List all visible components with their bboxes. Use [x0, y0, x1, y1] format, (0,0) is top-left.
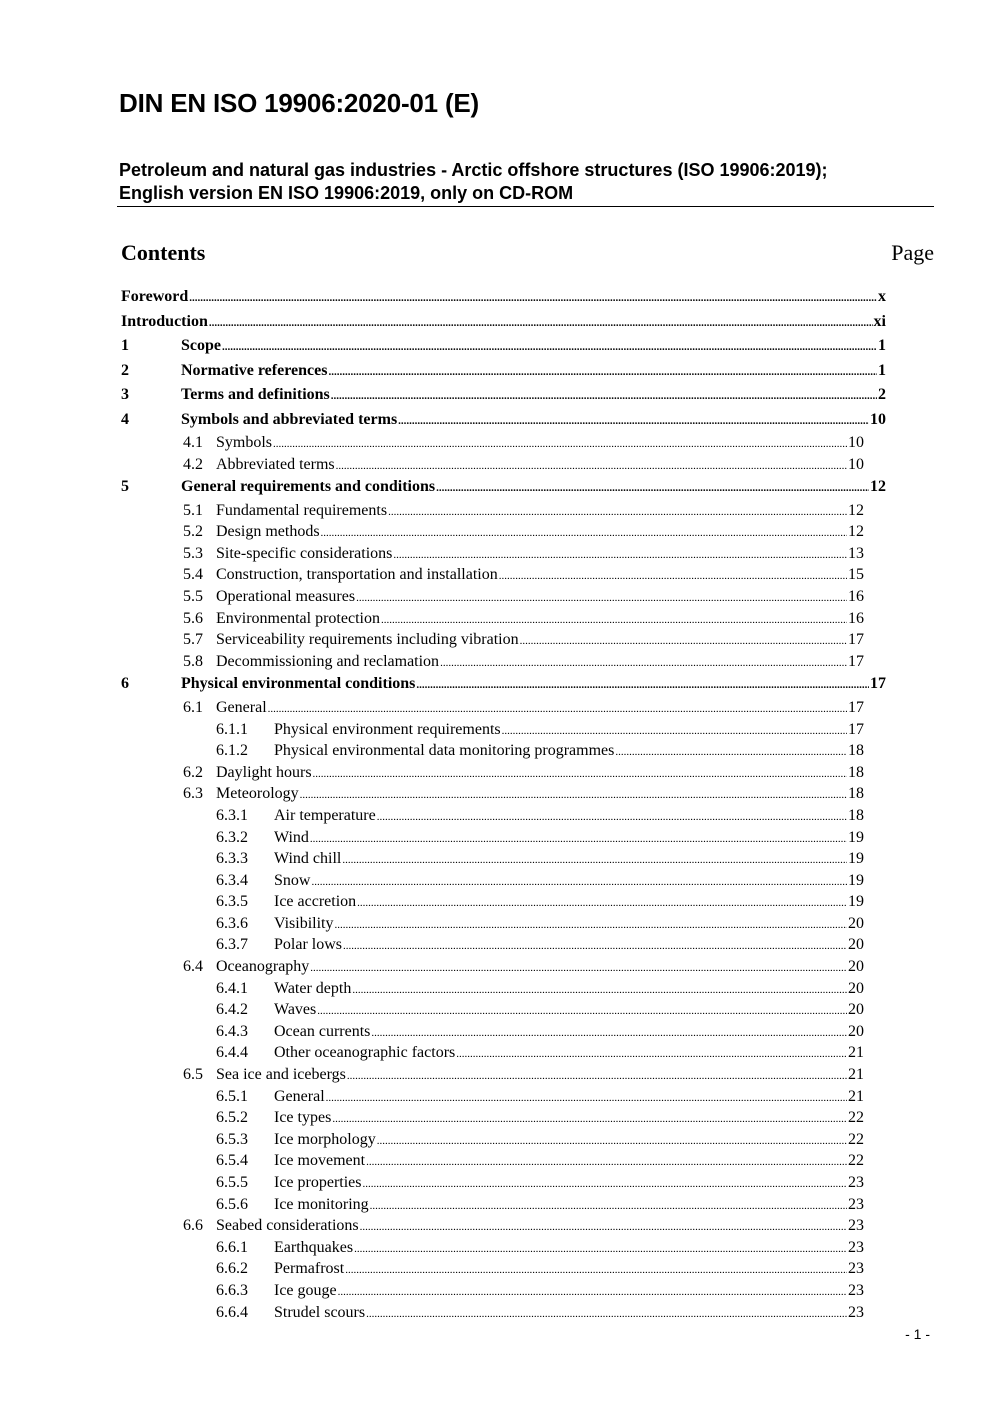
- toc-entry-page[interactable]: 19: [848, 828, 864, 846]
- toc-entry-title[interactable]: Introduction: [121, 312, 208, 330]
- toc-entry-page[interactable]: 17: [848, 720, 864, 738]
- toc-dot-leader: [377, 805, 847, 829]
- toc-entry-number: 4.1: [183, 434, 203, 451]
- toc-dot-leader: [328, 359, 877, 385]
- toc-dot-leader: [311, 870, 847, 894]
- toc-entry-number: 5.5: [183, 588, 203, 606]
- toc-entry-number: 5.3: [183, 544, 203, 562]
- toc-entry-title[interactable]: Decommissioning and reclamation: [216, 652, 440, 670]
- toc-entry-page[interactable]: 23: [848, 1238, 864, 1256]
- toc-entry-page[interactable]: 10: [848, 455, 864, 473]
- toc-entry[interactable]: [121, 521, 886, 543]
- toc-entry[interactable]: [121, 827, 886, 849]
- toc-dot-leader: [366, 1150, 847, 1174]
- toc-entry-number: 1: [121, 337, 129, 354]
- toc-dot-leader: [436, 475, 869, 501]
- toc-entry-page[interactable]: 21: [848, 1087, 864, 1105]
- toc-entry[interactable]: [121, 1172, 886, 1194]
- toc-entry-number: 6.3.7: [216, 936, 248, 954]
- toc-entry-page[interactable]: 21: [848, 1066, 864, 1084]
- toc-entry-title[interactable]: Snow: [274, 871, 311, 889]
- toc-entry-number: 6.6.1: [216, 1238, 248, 1256]
- toc-entry-page[interactable]: 23: [848, 1217, 864, 1235]
- toc-entry[interactable]: [121, 783, 886, 805]
- toc-entry[interactable]: [121, 1258, 886, 1280]
- toc-entry[interactable]: [121, 1021, 886, 1043]
- toc-entry-title[interactable]: Daylight hours: [216, 763, 312, 781]
- toc-entry[interactable]: [121, 870, 886, 892]
- toc-entry[interactable]: [121, 913, 886, 935]
- toc-dot-leader: [326, 1086, 847, 1110]
- toc-dot-leader: [189, 285, 877, 311]
- toc-entry-page[interactable]: 13: [848, 544, 864, 562]
- toc-entry-title[interactable]: Symbols and abbreviated terms: [181, 410, 398, 428]
- toc-entry-title[interactable]: Earthquakes: [274, 1238, 354, 1256]
- toc-dot-leader: [388, 500, 847, 524]
- toc-entry-page[interactable]: 20: [848, 979, 864, 997]
- toc-entry-number: 6.1.1: [216, 720, 248, 738]
- toc-entry-title[interactable]: Wind: [274, 828, 309, 846]
- toc-entry-page[interactable]: 20: [848, 914, 864, 932]
- toc-entry-title[interactable]: Ocean currents: [274, 1022, 371, 1040]
- toc-entry-page[interactable]: 17: [848, 698, 864, 716]
- toc-entry-page[interactable]: 23: [848, 1281, 864, 1299]
- toc-entry-title[interactable]: Polar lows: [274, 936, 342, 954]
- toc-entry-page[interactable]: 23: [848, 1260, 864, 1278]
- toc-dot-leader: [354, 1237, 847, 1261]
- toc-entry-title[interactable]: Ice movement: [274, 1152, 366, 1170]
- toc-entry-number: 6.3.4: [216, 871, 248, 889]
- toc-dot-leader: [321, 521, 847, 545]
- toc-dot-leader: [393, 543, 847, 567]
- document-title-line-1: Petroleum and natural gas industries - Arctic offshore structures (ISO 19906:2019);: [119, 160, 828, 180]
- toc-entry-number: 4: [121, 410, 129, 428]
- toc-entry-page[interactable]: 18: [848, 806, 864, 824]
- toc-entry-title[interactable]: Terms and definitions: [181, 386, 330, 403]
- document-title: [119, 159, 934, 205]
- document-id: DIN EN ISO 19906:2020-01 (E): [119, 88, 480, 118]
- toc-entry-title[interactable]: Meteorology: [216, 785, 299, 803]
- toc-entry-page[interactable]: x: [878, 288, 886, 305]
- toc-dot-leader: [331, 383, 877, 409]
- toc-entry-page[interactable]: 22: [848, 1109, 864, 1127]
- toc-entry-title[interactable]: Sea ice and icebergs: [216, 1066, 346, 1084]
- toc-dot-leader: [300, 783, 847, 807]
- toc-entry-page[interactable]: xi: [873, 312, 886, 330]
- toc-entry-page[interactable]: 12: [848, 523, 864, 541]
- toc-entry-title[interactable]: Construction, transportation and installation: [216, 566, 498, 584]
- toc-dot-leader: [222, 334, 877, 360]
- toc-dot-leader: [363, 1172, 847, 1196]
- toc-entry-page[interactable]: 1: [878, 337, 886, 354]
- page-column-heading: Page: [891, 240, 934, 265]
- toc-entry-title[interactable]: Operational measures: [216, 588, 356, 606]
- toc-entry-page[interactable]: 22: [848, 1130, 864, 1148]
- toc-entry[interactable]: [121, 564, 886, 586]
- toc-entry[interactable]: [121, 1194, 886, 1216]
- toc-entry-title[interactable]: Normative references: [181, 361, 328, 379]
- toc-dot-leader: [502, 719, 847, 743]
- toc-entry[interactable]: [121, 1086, 886, 1108]
- toc-entry-page[interactable]: 23: [848, 1174, 864, 1191]
- toc-entry[interactable]: [121, 454, 886, 476]
- toc-entry[interactable]: [121, 629, 886, 651]
- toc-entry-number: 6: [121, 675, 129, 693]
- toc-entry-number: 6.6.2: [216, 1260, 248, 1278]
- toc-entry-number: 5.8: [183, 652, 203, 670]
- toc-entry[interactable]: [121, 334, 886, 359]
- toc-entry-number: 6.5.2: [216, 1109, 248, 1127]
- toc-entry-title[interactable]: Symbols: [216, 434, 273, 451]
- toc-entry-number: 6.5.1: [216, 1087, 248, 1105]
- toc-entry-number: 6.1.2: [216, 742, 248, 760]
- toc-entry[interactable]: [121, 1042, 886, 1064]
- toc-entry[interactable]: [121, 359, 886, 384]
- toc-entry-number: 4.2: [183, 455, 203, 473]
- toc-entry-page[interactable]: 1: [878, 361, 886, 379]
- toc-dot-leader: [416, 672, 869, 698]
- toc-entry[interactable]: [121, 1107, 886, 1129]
- toc-entry-number: 2: [121, 361, 129, 379]
- toc-entry[interactable]: [121, 285, 886, 310]
- toc-dot-leader: [377, 1129, 847, 1153]
- toc-entry-number: 5: [121, 478, 129, 496]
- toc-dot-leader: [332, 1107, 847, 1131]
- toc-entry-number: 6.3.1: [216, 806, 248, 824]
- toc-entry-page[interactable]: 18: [848, 763, 864, 781]
- toc-dot-leader: [273, 432, 847, 456]
- toc-entry-title[interactable]: Air temperature: [274, 806, 376, 824]
- toc-entry-number: 6.5.4: [216, 1152, 248, 1170]
- toc-dot-leader: [335, 913, 848, 937]
- toc-entry-number: 6.5.3: [216, 1130, 248, 1148]
- contents-heading: Contents: [121, 240, 206, 265]
- toc-entry-title[interactable]: Oceanography: [216, 958, 310, 976]
- toc-entry-title[interactable]: General: [274, 1087, 325, 1105]
- toc-dot-leader: [343, 934, 847, 958]
- toc-dot-leader: [398, 408, 869, 434]
- toc-dot-leader: [356, 586, 847, 610]
- toc-entry-number: 6.6: [183, 1217, 203, 1235]
- toc-entry-number: 6.4.3: [216, 1022, 248, 1040]
- toc-dot-leader: [336, 454, 847, 478]
- toc-entry-number: 6.2: [183, 763, 203, 781]
- toc-entry-number: 6.1: [183, 698, 203, 716]
- toc-entry[interactable]: [121, 500, 886, 522]
- toc-entry[interactable]: [121, 740, 886, 762]
- toc-entry[interactable]: [121, 1237, 886, 1259]
- toc-dot-leader: [520, 629, 847, 653]
- toc-entry-number: 6.3.5: [216, 893, 248, 911]
- toc-entry-page[interactable]: 19: [848, 871, 864, 889]
- toc-entry[interactable]: [121, 432, 886, 454]
- toc-dot-leader: [317, 999, 847, 1023]
- toc-entry-page[interactable]: 23: [848, 1303, 864, 1321]
- toc-entry-number: 6.4.4: [216, 1044, 248, 1062]
- toc-entry-title[interactable]: Ice properties: [274, 1174, 362, 1191]
- toc-entry-number: 5.1: [183, 501, 203, 519]
- toc-entry-title[interactable]: Scope: [181, 337, 221, 354]
- toc-dot-leader: [615, 740, 847, 764]
- toc-entry-number: 6.3.3: [216, 850, 248, 868]
- document-title-line-2: English version EN ISO 19906:2019, only on CD-ROM: [119, 183, 574, 203]
- toc-entry[interactable]: [121, 475, 886, 500]
- toc-entry-title[interactable]: Ice gouge: [274, 1281, 337, 1299]
- toc-entry[interactable]: [121, 1129, 886, 1151]
- toc-entry[interactable]: [121, 543, 886, 565]
- toc-entry-page[interactable]: 15: [848, 566, 864, 584]
- toc-entry-number: 6.4.1: [216, 979, 248, 997]
- toc-dot-leader: [313, 762, 847, 786]
- toc-dot-leader: [345, 1258, 847, 1282]
- toc-entry[interactable]: [121, 1064, 886, 1086]
- toc-dot-leader: [360, 1215, 847, 1239]
- toc-entry-number: 5.6: [183, 609, 203, 627]
- toc-entry-title[interactable]: Physical environmental data monitoring programmes: [274, 742, 615, 760]
- toc-entry-page[interactable]: 16: [848, 609, 864, 627]
- toc-entry-page[interactable]: 20: [848, 936, 864, 954]
- toc-entry-title[interactable]: Physical environmental conditions: [181, 675, 416, 693]
- toc-entry-title[interactable]: Design methods: [216, 523, 320, 541]
- toc-entry[interactable]: [121, 999, 886, 1021]
- toc-dot-leader: [357, 891, 847, 915]
- toc-entry-page[interactable]: 16: [848, 588, 864, 606]
- toc-entry-page[interactable]: 2: [878, 386, 886, 403]
- toc-entry[interactable]: [121, 762, 886, 784]
- toc-entry[interactable]: [121, 1302, 886, 1324]
- toc-dot-leader: [370, 1194, 847, 1218]
- toc-entry-number: 6.4: [183, 958, 203, 976]
- toc-entry-number: 5.7: [183, 631, 203, 649]
- toc-dot-leader: [342, 848, 847, 872]
- toc-dot-leader: [381, 608, 847, 632]
- toc-entry-page[interactable]: 17: [870, 675, 886, 693]
- toc-entry-number: 6.3.2: [216, 828, 248, 846]
- toc-entry-title[interactable]: Visibility: [274, 914, 334, 932]
- toc-dot-leader: [440, 651, 847, 675]
- toc-entry-title[interactable]: Water depth: [274, 979, 352, 997]
- toc-entry-page[interactable]: 19: [848, 850, 864, 868]
- toc-dot-leader: [371, 1021, 847, 1045]
- toc-entry[interactable]: [121, 383, 886, 408]
- toc-dot-leader: [366, 1302, 847, 1326]
- toc-entry-title[interactable]: General requirements and conditions: [181, 478, 436, 496]
- toc-entry-title[interactable]: Serviceability requirements including vibration: [216, 631, 519, 649]
- toc-dot-leader: [499, 564, 847, 588]
- toc-dot-leader: [456, 1042, 847, 1066]
- toc-entry[interactable]: [121, 672, 886, 697]
- toc-entry[interactable]: [121, 1280, 886, 1302]
- toc-entry-title[interactable]: General: [216, 698, 267, 716]
- toc-entry-number: 5.4: [183, 566, 203, 584]
- toc-entry-number: 6.3: [183, 785, 203, 803]
- toc-entry-title[interactable]: Ice morphology: [274, 1130, 376, 1148]
- toc-entry-number: 6.3.6: [216, 914, 248, 932]
- toc-entry-number: 3: [121, 386, 129, 403]
- toc-dot-leader: [310, 956, 847, 980]
- toc-entry-page[interactable]: 19: [848, 893, 864, 911]
- toc-dot-leader: [209, 310, 873, 336]
- toc-entry-title[interactable]: Site-specific considerations: [216, 544, 393, 562]
- toc-dot-leader: [347, 1064, 847, 1088]
- toc-entry-page[interactable]: 22: [848, 1152, 864, 1170]
- toc-entry-page[interactable]: 12: [848, 501, 864, 519]
- toc-entry-page[interactable]: 23: [848, 1195, 864, 1213]
- toc-entry-title[interactable]: Environmental protection: [216, 609, 380, 627]
- toc-entry[interactable]: [121, 310, 886, 335]
- toc-entry-title[interactable]: Fundamental requirements: [216, 501, 388, 519]
- toc-entry-title[interactable]: Abbreviated terms: [216, 455, 335, 473]
- toc-entry-number: 6.6.3: [216, 1281, 248, 1299]
- toc-entry-title[interactable]: Ice accretion: [274, 893, 357, 911]
- toc-entry-title[interactable]: Permafrost: [274, 1260, 345, 1278]
- toc-entry-title[interactable]: Other oceanographic factors: [274, 1044, 456, 1062]
- toc-entry-title[interactable]: Waves: [274, 1001, 317, 1019]
- toc-entry-page[interactable]: 18: [848, 785, 864, 803]
- toc-entry-page[interactable]: 20: [848, 958, 864, 976]
- toc-entry[interactable]: [121, 719, 886, 741]
- toc-entry-page[interactable]: 10: [848, 434, 864, 451]
- toc-entry[interactable]: [121, 848, 886, 870]
- toc-entry[interactable]: [121, 934, 886, 956]
- toc-entry-number: 5.2: [183, 523, 203, 541]
- toc-entry[interactable]: [121, 608, 886, 630]
- toc-entry-title[interactable]: Ice types: [274, 1109, 332, 1127]
- toc-entry[interactable]: [121, 1215, 886, 1237]
- toc-entry[interactable]: [121, 956, 886, 978]
- toc-entry[interactable]: [121, 805, 886, 827]
- toc-entry[interactable]: [121, 978, 886, 1000]
- toc-entry-page[interactable]: 17: [848, 652, 864, 670]
- toc-entry-page[interactable]: 18: [848, 742, 864, 760]
- toc-dot-leader: [310, 827, 847, 851]
- toc-entry-page[interactable]: 17: [848, 631, 864, 649]
- toc-entry-number: 6.5: [183, 1066, 203, 1084]
- toc-dot-leader: [338, 1280, 847, 1304]
- toc-entry-number: 6.5.5: [216, 1174, 248, 1191]
- toc-entry-title[interactable]: Wind chill: [274, 850, 342, 868]
- toc-entry[interactable]: [121, 586, 886, 608]
- toc-dot-leader: [268, 697, 847, 721]
- toc-entry-title[interactable]: Physical environment requirements: [274, 720, 501, 738]
- toc-entry-title[interactable]: Foreword: [121, 288, 189, 305]
- toc-entry-page[interactable]: 10: [870, 410, 886, 428]
- toc-entry-page[interactable]: 20: [848, 1001, 864, 1019]
- title-divider: [117, 206, 934, 207]
- toc-entry-title[interactable]: Seabed considerations: [216, 1217, 359, 1235]
- toc-entry-number: 6.5.6: [216, 1195, 248, 1213]
- toc-entry-page[interactable]: 12: [870, 478, 886, 496]
- toc-entry-title[interactable]: Ice monitoring: [274, 1195, 369, 1213]
- toc-entry[interactable]: [121, 1150, 886, 1172]
- toc-entry-title[interactable]: Strudel scours: [274, 1303, 366, 1321]
- toc-entry-number: 6.6.4: [216, 1303, 248, 1321]
- toc-entry[interactable]: [121, 651, 886, 673]
- toc-entry[interactable]: [121, 408, 886, 433]
- table-of-contents: [121, 285, 886, 1323]
- toc-entry-page[interactable]: 20: [848, 1022, 864, 1040]
- toc-entry[interactable]: [121, 891, 886, 913]
- toc-entry[interactable]: [121, 697, 886, 719]
- toc-entry-page[interactable]: 21: [848, 1044, 864, 1062]
- toc-dot-leader: [352, 978, 847, 1002]
- page-number: - 1 -: [905, 1326, 930, 1342]
- toc-entry-number: 6.4.2: [216, 1001, 248, 1019]
